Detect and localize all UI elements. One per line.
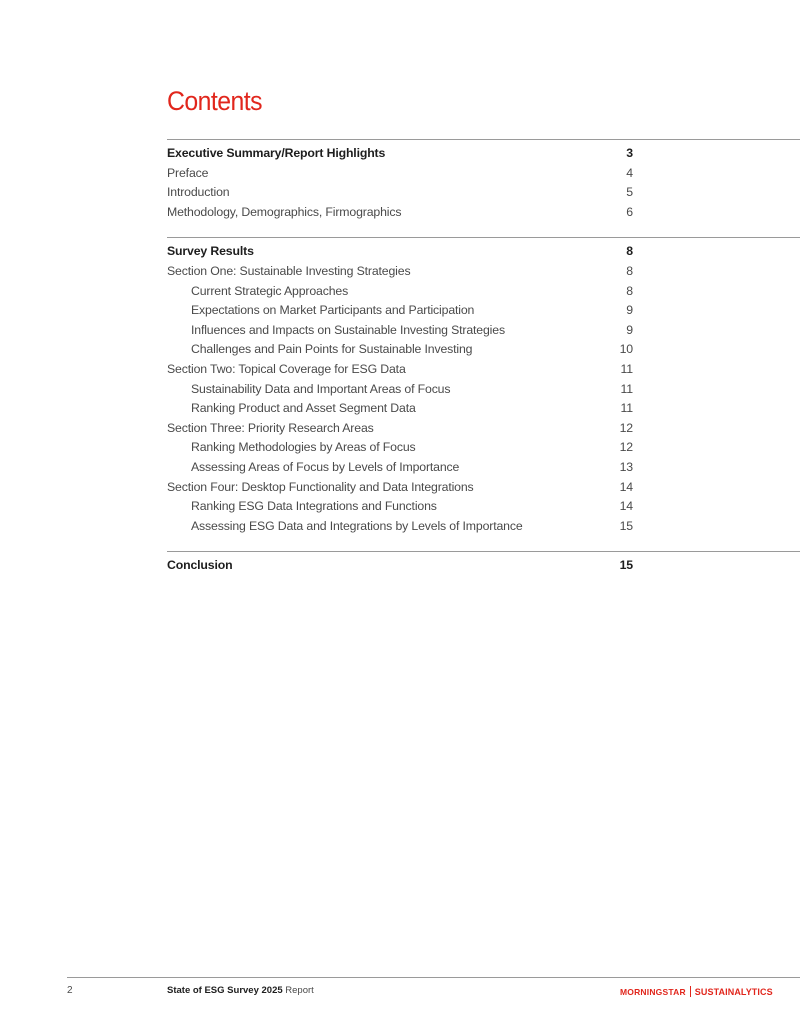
- toc-entry-label: Methodology, Demographics, Firmographics: [167, 204, 402, 219]
- toc-entry-page: 3: [626, 146, 633, 160]
- toc-entry-page: 10: [619, 342, 633, 357]
- toc-entry[interactable]: [167, 301, 800, 321]
- toc-entry-page: 9: [626, 303, 633, 318]
- toc-entry[interactable]: [167, 380, 800, 400]
- toc-entry-page: 15: [619, 518, 633, 533]
- toc-entry-page: 8: [626, 244, 633, 259]
- page-title: Contents: [167, 86, 263, 116]
- toc-entry-label: Section Three: Priority Research Areas: [167, 420, 374, 435]
- toc-entry-page: 8: [626, 283, 633, 298]
- toc-entry-page: 15: [619, 558, 633, 573]
- toc-entry-page: 5: [626, 185, 633, 200]
- toc-entry[interactable]: [167, 458, 800, 478]
- toc-entry-label: Executive Summary/Report Highlights: [167, 146, 386, 160]
- toc-entry-page: 13: [619, 459, 633, 474]
- toc-entry-label: Assessing Areas of Focus by Levels of Importance: [191, 459, 460, 474]
- toc-entry[interactable]: [167, 183, 800, 203]
- toc-entry-label: Conclusion: [167, 558, 233, 573]
- toc-entry-label: Survey Results: [167, 244, 254, 259]
- footer-report-type: Report: [285, 985, 314, 996]
- toc-entry[interactable]: [167, 340, 800, 360]
- toc-entry-page: 6: [626, 204, 633, 219]
- toc-entry-label: Ranking Methodologies by Areas of Focus: [191, 440, 416, 455]
- toc-entry-page: 11: [620, 401, 633, 416]
- toc-entry-label: Expectations on Market Participants and Participation: [191, 303, 475, 318]
- morningstar-logo-text: MORNINGSTAR: [620, 986, 686, 997]
- toc-entry-page: 8: [626, 263, 633, 278]
- toc-entry[interactable]: [167, 438, 800, 458]
- toc-entry-label: Section One: Sustainable Investing Strategies: [167, 263, 411, 278]
- toc-entry[interactable]: [167, 419, 800, 439]
- toc-entry[interactable]: [167, 497, 800, 517]
- toc-entry[interactable]: [167, 321, 800, 341]
- toc-entry-label: Section Two: Topical Coverage for ESG Data: [167, 361, 406, 376]
- toc-entry-label: Preface: [167, 165, 209, 180]
- toc-entry-page: 12: [619, 420, 633, 435]
- toc-entry[interactable]: [167, 360, 800, 380]
- toc-entry-label: Introduction: [167, 185, 230, 200]
- toc-entry-page: 14: [619, 499, 633, 514]
- toc-section: [167, 139, 800, 237]
- footer-report-title: [167, 985, 314, 996]
- toc-entry-label: Sustainability Data and Important Areas of Focus: [191, 381, 451, 396]
- toc-entry-page: 9: [626, 322, 633, 337]
- toc-entry-label: Section Four: Desktop Functionality and Data Integrations: [167, 479, 474, 494]
- toc-entry[interactable]: [167, 164, 800, 184]
- toc-entry[interactable]: [167, 262, 800, 282]
- toc-entry[interactable]: [167, 144, 800, 164]
- toc-entry-page: 12: [619, 440, 633, 455]
- logo-divider: [690, 986, 691, 997]
- toc-entry-page: 11: [620, 361, 633, 376]
- toc-entry-label: Ranking ESG Data Integrations and Functions: [191, 499, 437, 514]
- toc-entry-label: Ranking Product and Asset Segment Data: [191, 401, 416, 416]
- toc-entry[interactable]: [167, 556, 800, 576]
- toc-entry-label: Challenges and Pain Points for Sustainable Investing: [191, 342, 473, 357]
- footer-page-number: 2: [67, 985, 73, 996]
- toc-entry[interactable]: [167, 282, 800, 302]
- toc-entry-page: 11: [620, 381, 633, 396]
- table-of-contents: [167, 139, 800, 591]
- toc-section: [167, 237, 800, 551]
- toc-entry-label: Current Strategic Approaches: [191, 283, 349, 298]
- toc-entry-label: Influences and Impacts on Sustainable Investing Strategies: [191, 322, 505, 337]
- footer-report-name: State of ESG Survey 2025: [167, 985, 283, 996]
- toc-entry[interactable]: [167, 478, 800, 498]
- footer-divider: [67, 977, 800, 978]
- toc-entry[interactable]: [167, 399, 800, 419]
- toc-section: [167, 551, 800, 591]
- toc-entry-label: Assessing ESG Data and Integrations by Levels of Importance: [191, 518, 523, 533]
- toc-entry[interactable]: [167, 203, 800, 223]
- brand-logo: [620, 986, 773, 997]
- toc-entry[interactable]: [167, 517, 800, 537]
- sustainalytics-logo-text: SUSTAINALYTICS: [694, 986, 773, 997]
- toc-entry[interactable]: [167, 242, 800, 262]
- toc-entry-page: 14: [619, 479, 633, 494]
- toc-entry-page: 4: [626, 165, 633, 180]
